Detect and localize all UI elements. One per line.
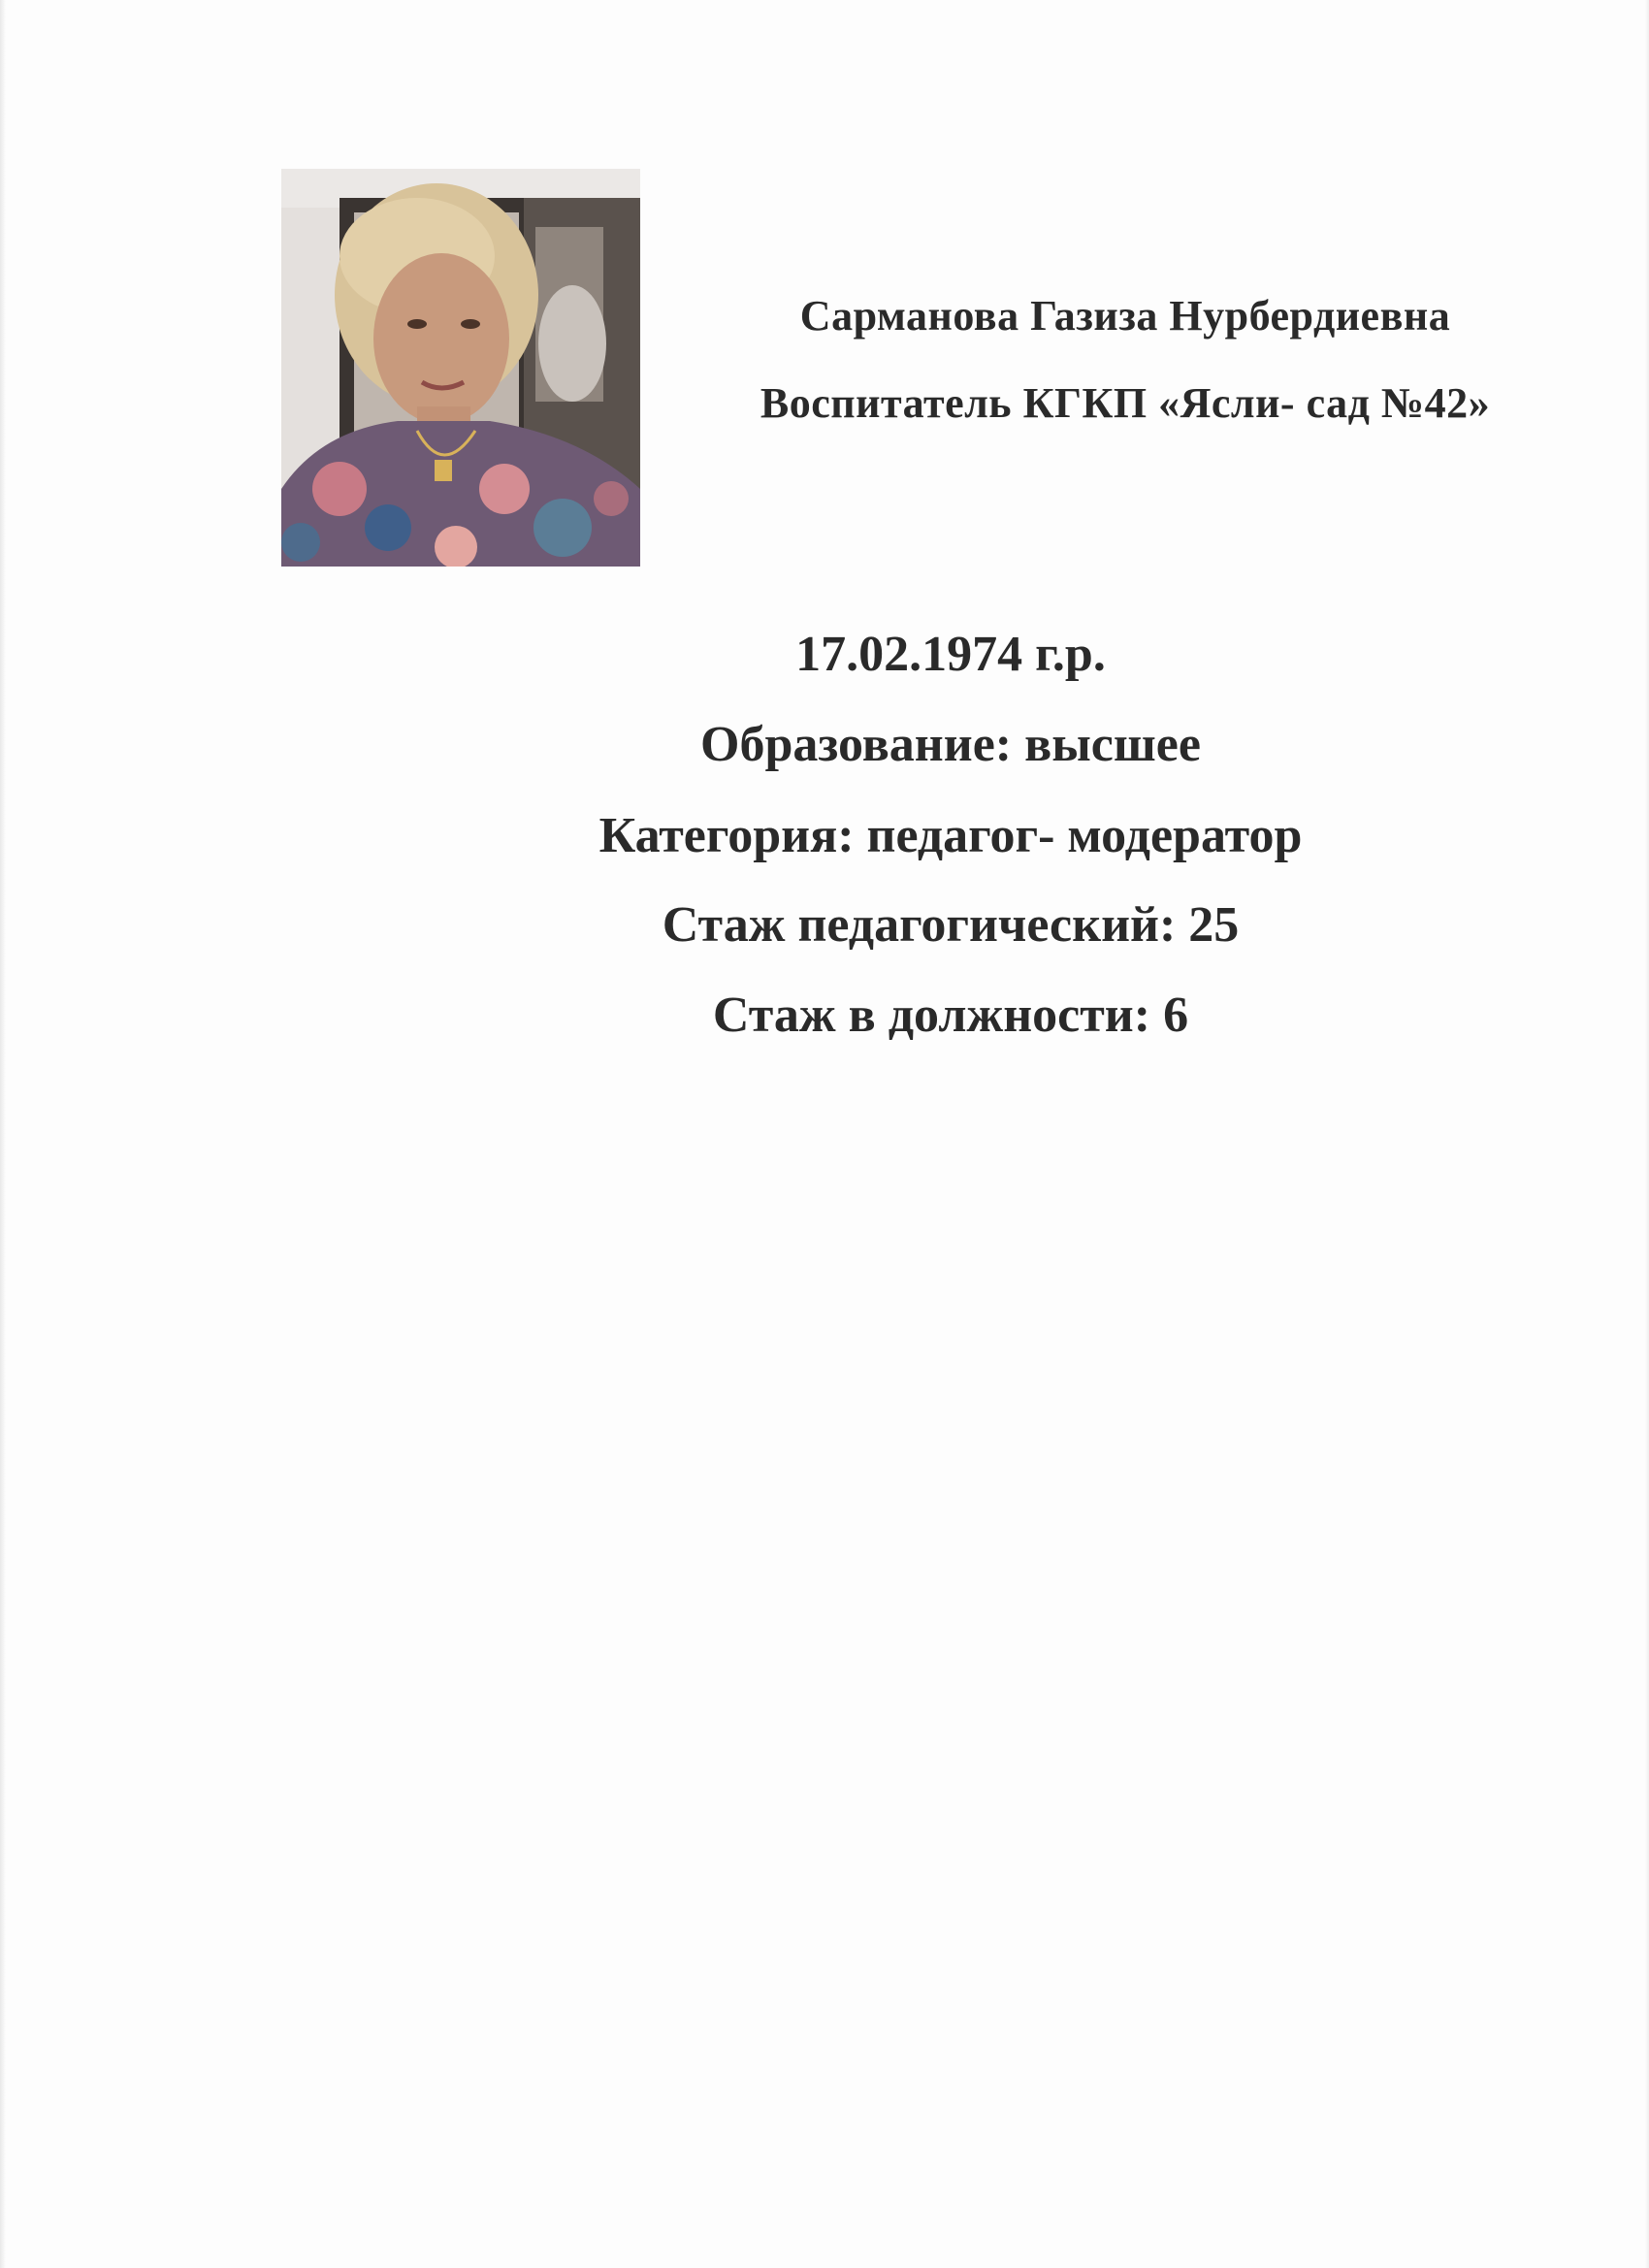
position-experience: Стаж в должности: 6	[712, 988, 1189, 1043]
category: Категория: педагог- модератор	[598, 808, 1303, 863]
scan-edge-left	[0, 0, 6, 2268]
portrait-photo	[281, 169, 640, 567]
scan-edge-right	[1645, 0, 1649, 2268]
job-position: Воспитатель КГКП «Ясли- сад №42»	[760, 379, 1491, 427]
pedagogical-experience: Стаж педагогический: 25	[662, 897, 1240, 953]
person-name: Сарманова Газиза Нурбердиевна	[799, 292, 1451, 340]
education: Образование: высшее	[700, 717, 1201, 772]
birth-date: 17.02.1974 г.р.	[795, 627, 1106, 682]
